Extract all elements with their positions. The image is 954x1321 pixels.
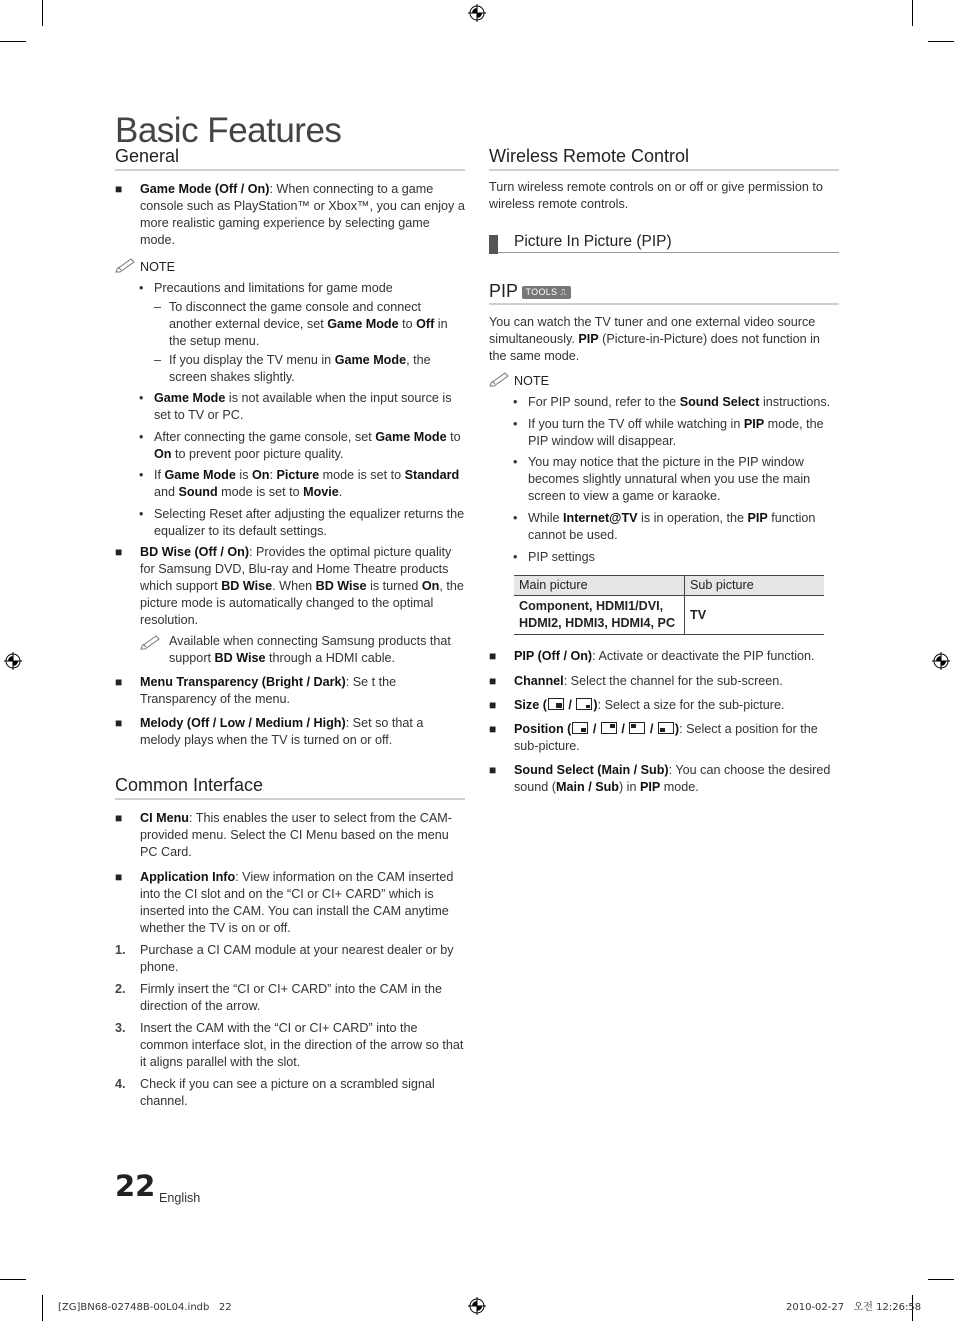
- bullet-dot-icon: •: [139, 281, 144, 295]
- item-label: Position: [514, 722, 564, 736]
- text: BD Wise: [221, 579, 273, 593]
- text: PIP: [578, 332, 599, 346]
- text: On: [154, 447, 172, 461]
- step-item: [115, 1020, 465, 1071]
- list-item-position: [489, 721, 839, 755]
- bullet-dot-icon: •: [139, 430, 144, 444]
- text: and: [154, 485, 179, 499]
- crop-mark: [0, 1279, 26, 1280]
- text: ): [593, 698, 598, 712]
- item-text: : Set so that a melody plays when the TV is turned on or off.: [140, 716, 424, 747]
- item-label: Menu Transparency (Bright / Dark): [140, 675, 346, 689]
- pip-size-large-icon: [548, 698, 564, 710]
- item-label: BD Wise (Off / On): [140, 545, 250, 559]
- text: (: [563, 722, 572, 736]
- text: is not available when the input source is set to TV or PC.: [154, 391, 452, 422]
- step-number: 4.: [115, 1077, 126, 1091]
- square-bullet-icon: ■: [115, 716, 123, 730]
- text: (: [539, 698, 547, 712]
- square-bullet-icon: ■: [489, 763, 497, 777]
- step-text: Insert the CAM with the “CI or CI+ CARD” into the common interface slot, in the direction of the arrow so that it aligns parallel with the slot.: [140, 1021, 464, 1069]
- text: /: [646, 722, 657, 736]
- text: function cannot be used.: [528, 511, 816, 542]
- section-heading-wireless-remote: Wireless Remote Control: [489, 145, 839, 171]
- item-text: : Select a position for the sub-picture.: [514, 722, 818, 753]
- table-header: Main picture: [514, 576, 685, 596]
- list-item-pip-onoff: [489, 648, 839, 665]
- table-header: Sub picture: [685, 576, 825, 596]
- bullet-dot-icon: •: [513, 395, 518, 409]
- step-number: 3.: [115, 1021, 126, 1035]
- tools-badge: [522, 286, 571, 299]
- text: mode.: [660, 780, 699, 794]
- item-label: Application Info: [140, 870, 236, 884]
- bullet-dot-icon: •: [513, 417, 518, 431]
- note-item: [115, 633, 465, 667]
- note-label: NOTE: [140, 260, 175, 274]
- bullet-dot-icon: •: [139, 468, 144, 482]
- list-item-sound-select: [489, 762, 839, 796]
- list-item-size: [489, 697, 839, 714]
- text: Movie: [303, 485, 339, 499]
- list-item: [115, 506, 465, 540]
- item-label: Channel: [514, 674, 564, 688]
- text: ) in: [618, 780, 640, 794]
- print-slug-filename: [ZG]BN68-02748B-00L04.indb 22: [58, 1302, 232, 1313]
- right-column: [489, 145, 839, 796]
- text: After connecting the game console, set: [154, 430, 376, 444]
- list-item: [115, 429, 465, 463]
- crop-mark: [912, 0, 913, 26]
- item-label: CI Menu: [140, 811, 189, 825]
- list-item: [115, 467, 465, 501]
- text: On: [421, 579, 440, 593]
- square-bullet-icon: ■: [115, 545, 123, 559]
- pip-heading: [489, 283, 839, 305]
- text: PIP: [639, 780, 661, 794]
- list-item: [115, 299, 465, 350]
- item-text: : Se t the Transparency of the menu.: [140, 675, 397, 706]
- pip-size-small-icon: [576, 698, 592, 710]
- registration-mark-icon: [932, 652, 950, 670]
- list-item: [115, 280, 465, 297]
- step-text: Purchase a CI CAM module at your nearest dealer or by phone.: [140, 943, 454, 974]
- dash-icon: –: [154, 300, 162, 314]
- step-item: [115, 942, 465, 976]
- section-heading-general: General: [115, 145, 465, 171]
- text: /: [617, 722, 629, 736]
- text: is turned: [366, 579, 422, 593]
- list-item: [489, 510, 839, 544]
- item-text: : When connecting to a game console such as PlayStation™ or Xbox™, you can enjoy a more realistic gaming experience by selecting game mode.: [140, 182, 465, 247]
- text: .: [338, 485, 343, 499]
- list-item: [489, 549, 839, 566]
- print-slug-timestamp: 2010-02-27 오전 12:26:58: [786, 1302, 922, 1313]
- text: Selecting Reset after adjusting the equalizer returns the equalizer to its default settings.: [154, 507, 465, 538]
- pip-position-bottom-left-icon: [658, 722, 674, 734]
- note-label: NOTE: [514, 374, 549, 388]
- list-item-channel: [489, 673, 839, 690]
- item-text: : This enables the user to select from the CAM-provided menu. Select the CI Menu based on the menu PC Card.: [140, 811, 452, 859]
- text: You can watch the TV tuner and one external video source simultaneously.: [489, 315, 816, 346]
- text: On: [251, 468, 270, 482]
- crop-mark: [42, 0, 43, 26]
- text: /: [589, 722, 600, 736]
- item-text: : View information on the CAM inserted into the CI slot and on the “CI or CI+ CARD” which is inserted into the CAM. You can install the CAM anytime whether the TV is on or off.: [140, 870, 454, 935]
- page-title: Basic Features: [115, 111, 342, 151]
- step-item: [115, 981, 465, 1015]
- tools-icon: ⎍: [560, 287, 567, 297]
- tools-badge-label: TOOLS: [525, 287, 558, 297]
- text: BD Wise: [214, 651, 266, 665]
- square-bullet-icon: ■: [115, 870, 123, 884]
- subsection-title: Picture In Picture (PIP): [514, 233, 672, 250]
- text: Game Mode: [334, 353, 407, 367]
- text: to prevent poor picture quality.: [171, 447, 344, 461]
- pip-position-top-left-icon: [629, 722, 645, 734]
- bullet-dot-icon: •: [139, 507, 144, 521]
- pip-heading-text: PIP: [489, 281, 519, 301]
- square-bullet-icon: ■: [115, 811, 123, 825]
- text: Sound: [178, 485, 218, 499]
- list-item: [115, 390, 465, 424]
- left-column: [115, 145, 465, 1110]
- note-pencil-icon: [140, 632, 162, 650]
- text: in the setup menu.: [169, 317, 448, 348]
- table-row: [514, 596, 824, 635]
- text: While: [528, 511, 563, 525]
- bullet-dot-icon: •: [513, 550, 518, 564]
- list-item-ci-menu: [115, 810, 465, 861]
- text: Main / Sub: [556, 780, 619, 794]
- crop-mark: [928, 41, 954, 42]
- list-item: [489, 454, 839, 505]
- registration-mark-icon: [4, 652, 22, 670]
- list-item: [115, 352, 465, 386]
- text: If: [154, 468, 165, 482]
- item-label: Melody (Off / Low / Medium / High): [140, 716, 346, 730]
- text: Sound Select: [679, 395, 760, 409]
- text: PIP: [743, 417, 765, 431]
- text: Off: [416, 317, 435, 331]
- item-label: Game Mode (Off / On): [140, 182, 270, 196]
- table-header-row: [514, 576, 824, 596]
- list-item-bd-wise: [115, 544, 465, 629]
- text: :: [269, 468, 277, 482]
- crop-mark: [42, 1295, 43, 1321]
- text: PIP settings: [528, 550, 595, 564]
- crop-mark: [928, 1279, 954, 1280]
- dash-icon: –: [154, 353, 162, 367]
- text: Picture: [276, 468, 320, 482]
- bullet-dot-icon: •: [513, 511, 518, 525]
- text: (Picture-in-Picture) does not function in the same mode.: [489, 332, 820, 363]
- item-label: Sound Select (Main / Sub): [514, 763, 669, 777]
- note-pencil-icon: [115, 255, 137, 273]
- text: For PIP sound, refer to the: [528, 395, 680, 409]
- text: ): [674, 722, 680, 736]
- pip-position-top-right-icon: [601, 722, 617, 734]
- square-bullet-icon: ■: [489, 722, 497, 736]
- pip-intro: [489, 314, 839, 365]
- step-text: Firmly insert the “CI or CI+ CARD” into the CAM in the direction of the arrow.: [140, 982, 442, 1013]
- page-number: 22: [115, 1169, 156, 1203]
- text: If you display the TV menu in: [169, 353, 335, 367]
- step-text: Check if you can see a picture on a scrambled signal channel.: [140, 1077, 435, 1108]
- square-bullet-icon: ■: [489, 698, 497, 712]
- text: BD Wise: [315, 579, 367, 593]
- text: Game Mode: [154, 391, 226, 405]
- list-item-menu-transparency: [115, 674, 465, 708]
- pip-position-bottom-right-icon: [572, 722, 588, 734]
- text: Standard: [404, 468, 460, 482]
- subsection-header-pip: [489, 233, 839, 253]
- square-bullet-icon: ■: [115, 675, 123, 689]
- step-item: [115, 1076, 465, 1110]
- text: Available when connecting Samsung products that support: [169, 634, 451, 665]
- section-heading-common-interface: Common Interface: [115, 774, 465, 800]
- square-bullet-icon: ■: [489, 674, 497, 688]
- pip-settings-table: [514, 575, 824, 635]
- item-text: : Select the channel for the sub-screen.: [563, 674, 783, 688]
- text: mode, the PIP window will disappear.: [528, 417, 824, 448]
- text: PIP: [747, 511, 768, 525]
- text: Game Mode: [164, 468, 236, 482]
- text: is: [235, 468, 252, 482]
- list-item-melody: [115, 715, 465, 749]
- list-item: [489, 416, 839, 450]
- note-header: [115, 257, 465, 277]
- text: is in operation, the: [637, 511, 748, 525]
- step-number: 1.: [115, 943, 126, 957]
- wireless-description: Turn wireless remote controls on or off or give permission to wireless remote controls.: [489, 180, 823, 211]
- item-label: PIP (Off / On): [514, 649, 593, 663]
- registration-mark-icon: [468, 1297, 486, 1315]
- step-number: 2.: [115, 982, 126, 996]
- item-text: Precautions and limitations for game mode: [154, 281, 393, 295]
- text: . When: [272, 579, 316, 593]
- text: : Provides the optimal picture quality for Samsung DVD, Blu-ray and Home Theatre products which support: [140, 545, 452, 593]
- item-text: : Select a size for the sub-picture.: [597, 698, 785, 712]
- bullet-dot-icon: •: [139, 391, 144, 405]
- text: instructions.: [759, 395, 831, 409]
- item-text: : Activate or deactivate the PIP function.: [592, 649, 815, 663]
- page-language: English: [159, 1191, 201, 1205]
- text: You may notice that the picture in the PIP window becomes slightly unnatural when you use the main screen to view a game or karaoke.: [528, 455, 811, 503]
- item-label: Size: [514, 698, 540, 712]
- square-bullet-icon: ■: [489, 649, 497, 663]
- text: , the screen shakes slightly.: [169, 353, 431, 384]
- text: /: [564, 698, 576, 712]
- note-pencil-icon: [489, 369, 511, 387]
- text: to: [446, 430, 461, 444]
- text: : You can choose the desired sound (: [514, 763, 831, 794]
- text: Game Mode: [327, 317, 399, 331]
- note-header: [489, 371, 839, 391]
- text: , the picture mode is automatically changed to the optimal resolution.: [140, 579, 464, 627]
- text: To disconnect the game console and connect another external device, set: [169, 300, 422, 331]
- crop-mark: [0, 41, 26, 42]
- section-marker: [489, 235, 498, 254]
- list-item-application-info: [115, 869, 465, 937]
- text: mode is set to: [217, 485, 304, 499]
- list-item: [489, 394, 839, 411]
- bullet-dot-icon: •: [513, 455, 518, 469]
- list-item-game-mode: [115, 181, 465, 249]
- registration-mark-icon: [468, 4, 486, 22]
- text: Game Mode: [375, 430, 447, 444]
- text: If you turn the TV off while watching in: [528, 417, 744, 431]
- text: to: [398, 317, 417, 331]
- table-cell: Component, HDMI1/DVI, HDMI2, HDMI3, HDMI4, PC: [514, 596, 685, 635]
- text: through a HDMI cable.: [265, 651, 395, 665]
- text: Internet@TV: [563, 511, 638, 525]
- text: mode is set to: [319, 468, 405, 482]
- square-bullet-icon: ■: [115, 182, 123, 196]
- table-cell: TV: [685, 596, 825, 635]
